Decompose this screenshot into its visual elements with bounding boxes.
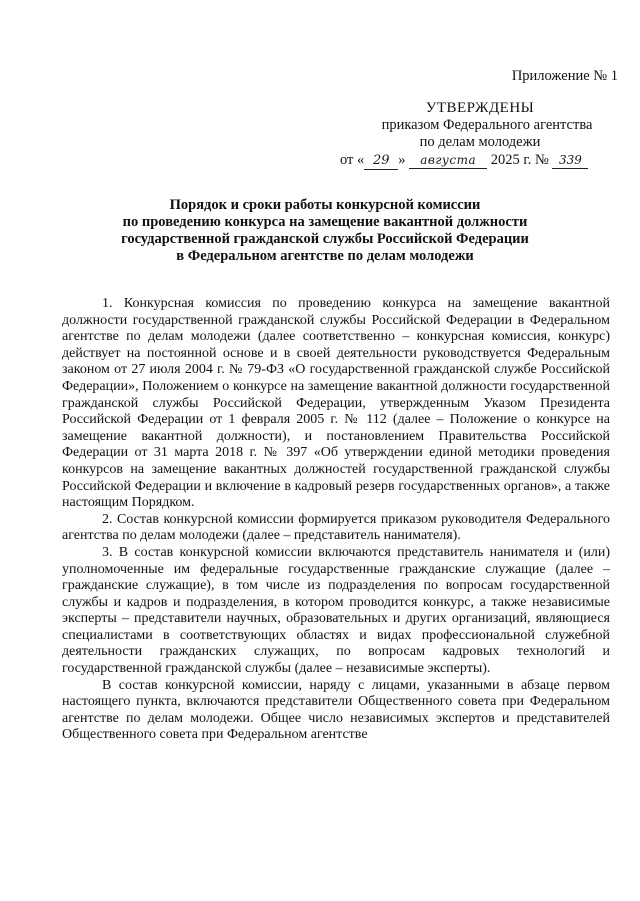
title-line-3: государственной гражданской службы Российской Федерации xyxy=(121,231,529,247)
handwritten-day: 29 xyxy=(364,153,398,170)
title-line-1: Порядок и сроки работы конкурсной комиссии xyxy=(169,197,481,213)
paragraph-3: 3. В состав конкурсной комиссии включаются представитель нанимателя и (или) уполномоченные им федеральные государственные гражданские служащие (далее – гражданские служащие), в том числе из подразделения по вопросам государственной службы и кадров и подразделения, в котором проводится конкурс, а также независимые эксперты – представители научных, образовательных и других организаций, являющиеся специалистами в соответствующих областях и видах профессиональной служебной деятельности гражданских служащих, по вопросам кадровых технологий и государственной гражданской службы (далее – независимые эксперты). xyxy=(62,544,610,677)
approval-stamp xyxy=(330,100,630,151)
date-prefix: от « xyxy=(340,152,365,168)
handwritten-month: августа xyxy=(409,152,487,169)
paragraph-4: В состав конкурсной комиссии, наряду с лицами, указанными в абзаце первом настоящего пункта, включаются представители Общественного совета при Федеральном агентстве по делам молодежи. Общее число независимых экспертов и представителей Общественного совета при Федеральном агентстве xyxy=(62,677,610,743)
title-line-2: по проведению конкурса на замещение вакантной должности xyxy=(122,214,528,230)
handwritten-order-number: 339 xyxy=(552,152,588,169)
approved-by-line2: по делам молодежи xyxy=(419,134,541,150)
title-line-4: в Федеральном агентстве по делам молодежи xyxy=(176,248,474,264)
appendix-label: Приложение № 1 xyxy=(511,68,618,84)
approved-by-line1: приказом Федерального агентства xyxy=(381,117,593,133)
date-mid: » xyxy=(398,152,406,168)
paragraph-1: 1. Конкурсная комиссия по проведению конкурса на замещение вакантной должности государственной гражданской службы Российской Федерации в Федеральном агентстве по делам молодежи (далее соответственно – конкурсная комиссия, конкурс) действует на постоянной основе и в своей деятельности руководствуется Федеральным законом от 27 июля 2004 г. № 79-ФЗ «О государственной гражданской службе Российской Федерации», Положением о конкурсе на замещение вакантной должности государственной гражданской службы Российской Федерации, утвержденным Указом Президента Российской Федерации от 1 февраля 2005 г. № 112 (далее – Положение о конкурсе на замещение вакантной должности), и постановлением Правительства Российской Федерации от 31 марта 2018 г. № 397 «Об утверждении единой методики проведения конкурсов на замещение вакантных должностей государственной гражданской службы Российской Федерации и включение в кадровый резерв государственных органов», а также настоящим Порядком. xyxy=(62,296,610,511)
order-date-line xyxy=(340,152,630,170)
date-year: 2025 г. № xyxy=(490,152,549,168)
document-body xyxy=(62,296,610,744)
document-title xyxy=(100,197,550,265)
paragraph-2: 2. Состав конкурсной комиссии формируется приказом руководителя Федерального агентства по делам молодежи (далее – представитель нанимателя). xyxy=(62,511,610,544)
approved-title: УТВЕРЖДЕНЫ xyxy=(425,100,535,116)
